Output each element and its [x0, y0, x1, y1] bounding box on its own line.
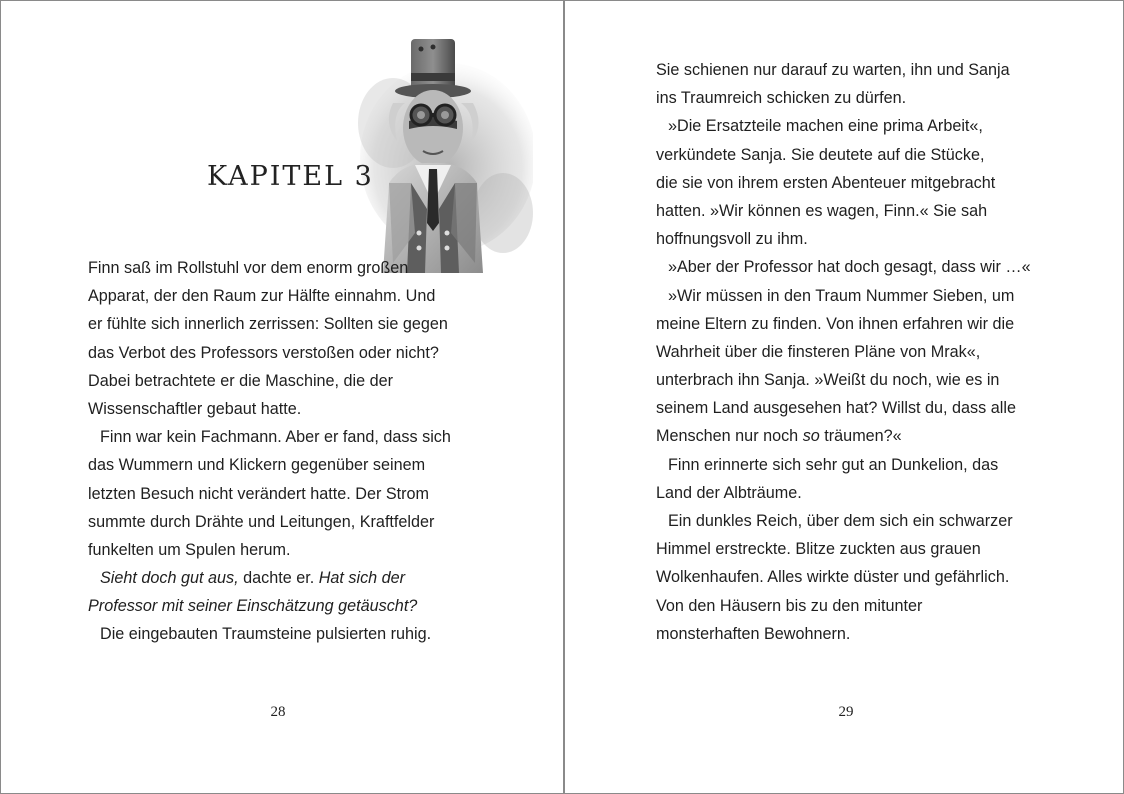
- text-line: Finn saß im Rollstuhl vor dem enorm großen: [88, 259, 409, 277]
- text-line: funkelten um Spulen herum.: [88, 540, 291, 559]
- text-line: »Wir müssen in den Traum Nummer Sieben, um: [668, 286, 1015, 305]
- text-line: Himmel erstreckte. Blitze zuckten aus grauen: [656, 540, 981, 559]
- text-line: »Die Ersatzteile machen eine prima Arbeit«,: [668, 117, 983, 136]
- italic-fragment: Sieht doch gut aus,: [100, 569, 239, 588]
- text-line: meine Eltern zu finden. Von ihnen erfahren wir die: [656, 314, 1015, 333]
- text-line: verkündete Sanja. Sie deutete auf die Stücke,: [656, 145, 985, 164]
- left-page: [1, 1, 563, 793]
- text-line-mixed: [88, 564, 488, 592]
- text-line: monsterhaften Bewohnern.: [656, 624, 851, 643]
- page-number-left: 28: [270, 704, 286, 720]
- italic-fragment: so: [802, 427, 820, 446]
- text-line: Dabei betrachtete er die Maschine, die der: [88, 371, 394, 390]
- text-fragment: Menschen nur noch: [656, 427, 803, 446]
- text-fragment: dachte er.: [238, 569, 319, 588]
- italic-fragment: Hat sich der: [318, 569, 406, 588]
- text-line: letzten Besuch nicht verändert hatte. Der Strom: [88, 484, 430, 503]
- text-line: hoffnungsvoll zu ihm.: [656, 230, 808, 249]
- text-line-italic: Professor mit seiner Einschätzung getäuscht?: [88, 597, 418, 616]
- text-line: Wolkenhaufen. Alles wirkte düster und gefährlich.: [656, 568, 1010, 587]
- text-line: ins Traumreich schicken zu dürfen.: [656, 89, 907, 108]
- page-number-right: 29: [838, 704, 854, 720]
- right-page: [565, 1, 1123, 793]
- chapter-title: KAPITEL 3: [207, 161, 374, 192]
- text-line: Von den Häusern bis zu den mitunter: [656, 596, 923, 615]
- text-fragment: träumen?«: [819, 427, 902, 446]
- text-line: Ein dunkles Reich, über dem sich ein schwarzer: [668, 512, 1013, 530]
- text-line: das Verbot des Professors verstoßen oder nicht?: [88, 343, 439, 362]
- text-line: Finn war kein Fachmann. Aber er fand, dass sich: [100, 428, 451, 447]
- text-line: Sie schienen nur darauf zu warten, ihn und Sanja: [656, 61, 1010, 79]
- text-line: »Aber der Professor hat doch gesagt, dass wir …«: [668, 258, 1031, 277]
- text-line: die sie von ihrem ersten Abenteuer mitgebracht: [656, 173, 996, 192]
- professor-portrait-icon: [353, 33, 533, 273]
- text-line: seinem Land ausgesehen hat? Willst du, dass alle: [656, 399, 1016, 418]
- text-line: summte durch Drähte und Leitungen, Kraftfelder: [88, 512, 435, 531]
- text-line: das Wummern und Klickern gegenüber seinem: [88, 456, 426, 475]
- text-line: Finn erinnerte sich sehr gut an Dunkelion, das: [668, 455, 999, 474]
- text-line: Apparat, der den Raum zur Hälfte einnahm. Und: [88, 287, 436, 306]
- text-line: unterbrach ihn Sanja. »Weißt du noch, wie es in: [656, 371, 1000, 390]
- text-line: Wissenschaftler gebaut hatte.: [88, 399, 302, 418]
- left-page-body-text: [88, 254, 488, 649]
- text-line: hatten. »Wir können es wagen, Finn.« Sie sah: [656, 201, 988, 220]
- text-line: Wahrheit über die finsteren Pläne von Mrak«,: [656, 342, 981, 361]
- text-line: er fühlte sich innerlich zerrissen: Sollten sie gegen: [88, 315, 448, 334]
- right-page-body-text: [656, 56, 1076, 648]
- text-line-mixed: [656, 422, 1076, 450]
- text-line: Land der Albträume.: [656, 483, 802, 502]
- text-line: Die eingebauten Traumsteine pulsierten ruhig.: [100, 625, 432, 644]
